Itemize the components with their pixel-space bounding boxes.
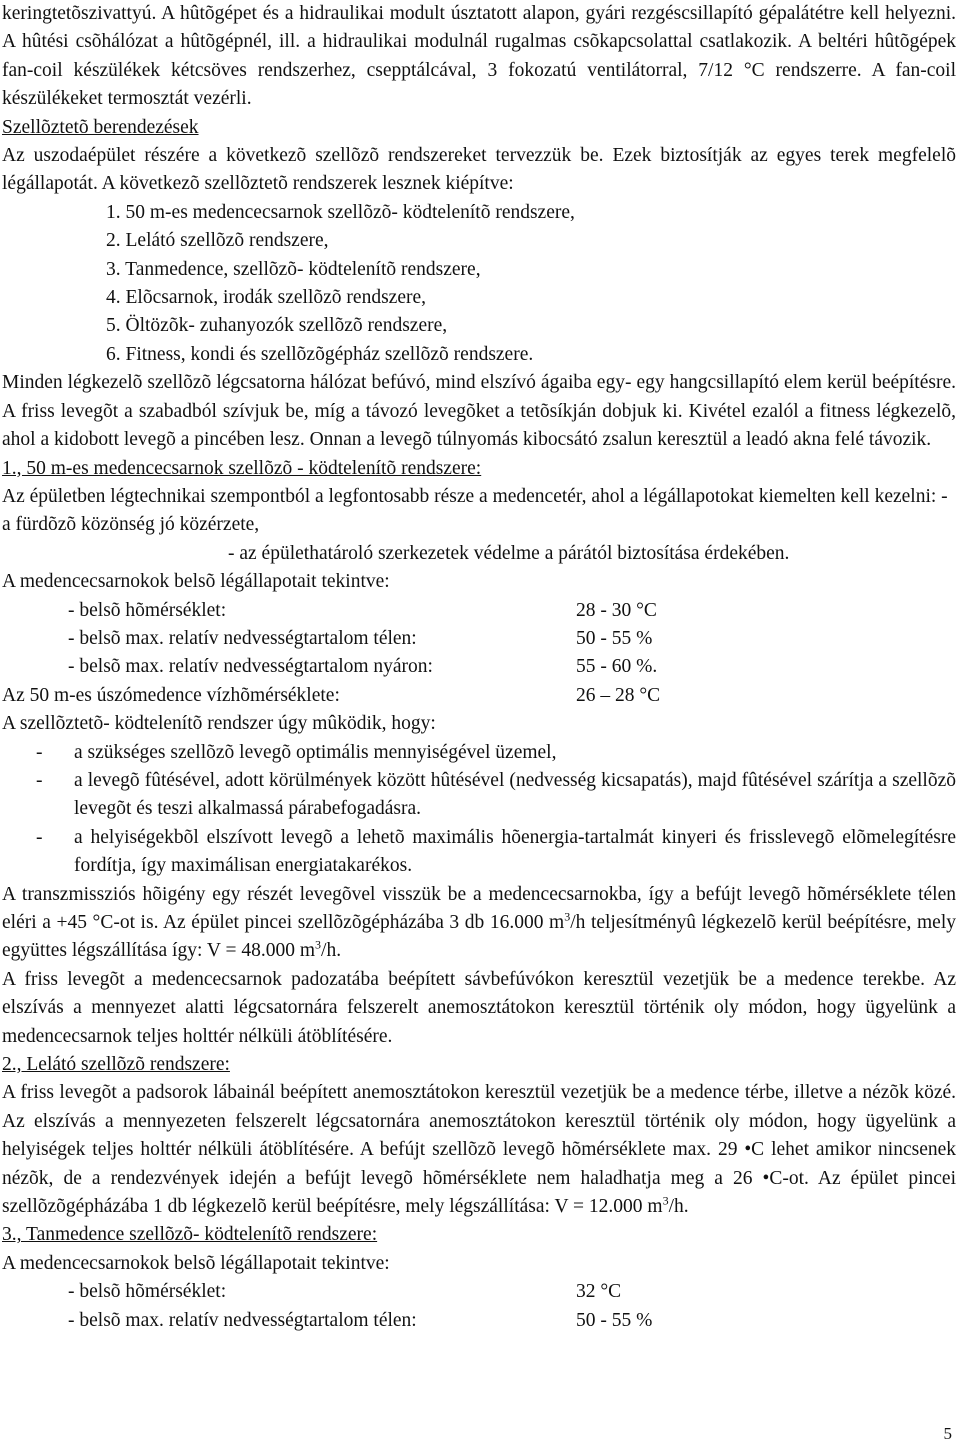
- list-item: 4. Elõcsarnok, irodák szellõzõ rendszere,: [106, 287, 426, 309]
- water-temperature-row: [0, 682, 960, 710]
- water-temperature-value: 26 – 28 °C: [576, 684, 661, 706]
- superscript-3: 3: [662, 1193, 669, 1208]
- transmission-text-b: /h teljesítményû légkezelõ kerül beépítésre, mely együttes légszállítása így: V = 48.000 m: [2, 912, 956, 962]
- heading-section-3: 3., Tanmedence szellõzõ- ködtelenítõ rendszere:: [2, 1224, 378, 1246]
- bullet-mark: -: [36, 769, 43, 791]
- bullet-item: [0, 739, 960, 767]
- condition-row: [0, 1278, 960, 1306]
- list-item: 6. Fitness, kondi és szellõzõgépház szellõzõ rendszere.: [106, 343, 534, 365]
- transmission-text-c: /h.: [321, 940, 342, 962]
- condition-row: [0, 597, 960, 625]
- list-item: 2. Lelátó szellõzõ rendszere,: [106, 230, 329, 252]
- bullet-item: [0, 824, 960, 881]
- bullet-mark: -: [36, 741, 43, 763]
- condition-value: 50 - 55 %: [576, 627, 653, 649]
- page-number: 5: [943, 1424, 952, 1443]
- heading-ventilation: Szellõztetõ berendezések: [2, 116, 199, 138]
- intro-paragraph: keringtetõszivattyú. A hûtõgépet és a hidraulikai modult úsztatott alapon, gyári rezgéscsillapító gépalátétre kell helyezni. A hûtési csõhálózat a hûtõgépnél, ill. a hidraulikai modulnál rugalmas csõkapcsolattal csatlakozik. A beltéri hûtõgépek fan-coil készülékek kétcsöves rendszerhez, csepptálcával, 3 fokozatú ventilátorral, 7/12 °C rendszerre. A fan-coil készülékeket termosztát vezérli.: [2, 3, 956, 110]
- ventilation-intro: Az uszodaépület részére a következõ szellõzõ rendszereket tervezzük be. Ezek biztosítják az egyes terek megfelelõ légállapotát. A következõ szellõztetõ rendszerek lesznek kiépítve:: [2, 145, 956, 195]
- list-item: 3. Tanmedence, szellõzõ- ködtelenítõ rendszere,: [106, 258, 481, 280]
- condition-value: 32 °C: [576, 1281, 622, 1303]
- condition-label: - belsõ hõmérséklet:: [68, 1281, 227, 1303]
- section-3-conditions-label: A medencecsarnokok belsõ légállapotait tekintve:: [2, 1252, 390, 1274]
- water-temperature-label: Az 50 m-es úszómedence vízhõmérséklete:: [2, 684, 340, 706]
- section-1-conditions-label: A medencecsarnokok belsõ légállapotait tekintve:: [2, 571, 390, 593]
- list-item: 5. Öltözõk- zuhanyozók szellõzõ rendszere,: [106, 315, 448, 337]
- section-1-intro: Az épületben légtechnikai szempontból a legfontosabb része a medencetér, ahol a légállapotokat kiemelten kell kezelni: - a fürdõzõ közönség jó közérzete,: [2, 485, 948, 536]
- bullet-mark: -: [36, 826, 43, 848]
- system-list: [0, 199, 960, 369]
- list-item: 1. 50 m-es medencecsarnok szellõzõ- ködtelenítõ rendszere,: [106, 201, 575, 223]
- condition-label: - belsõ max. relatív nedvességtartalom nyáron:: [68, 656, 433, 678]
- bullet-text: a levegõ fûtésével, adott körülmények között hûtésével (nedvesség kicsapatás), majd fûtésével szárítja a szellõzõ levegõt és teszi alkalmassá párabefogadásra.: [74, 769, 956, 820]
- heading-section-1: 1., 50 m-es medencecsarnok szellõzõ - ködtelenítõ rendszere:: [2, 457, 482, 479]
- condition-row: [0, 625, 960, 653]
- condition-value: 55 - 60 %.: [576, 656, 658, 678]
- bullet-item: [0, 767, 960, 824]
- bullet-text: a helyiségekbõl elszívott levegõ a lehetõ maximális hõenergia-tartalmát kinyeri és frisslevegõ elõmelegítésre fordítja, így maximálisan energiatakarékos.: [74, 826, 956, 877]
- condition-row: [0, 1307, 960, 1335]
- condition-label: - belsõ hõmérséklet:: [68, 599, 227, 621]
- section-2-text: A friss levegõt a padsorok lábainál beépített anemosztátokon keresztül vezetjük be a medence térbe, illetve a nézõk közé. Az elszívás a mennyezeten felszerelt légcsatornára anemosztátokon keresztül történik oly módon, hogy ügyelünk a helyiségek teljes holttér nélküli átöblítésére. A befújt szellõzõ levegõ hõmérséklete max. 29 •C lehet amikor nincsenek nézõk, de a rendezvények idején a befújt levegõ hõmérséklete nem haladhatja meg a 26 •C-ot. Az épület pincei szellõzõgépházába 1 db légkezelõ kerül beépítésre, mely légszállítása: V = 12.000 m: [2, 1082, 956, 1218]
- condition-value: 50 - 55 %: [576, 1309, 653, 1331]
- condition-row: [0, 653, 960, 681]
- section-2-end: /h.: [668, 1196, 689, 1218]
- condition-value: 28 - 30 °C: [576, 599, 657, 621]
- silencer-paragraph: Minden légkezelõ szellõzõ légcsatorna hálózat befúvó, mind elszívó ágaiba egy- egy hangcsillapító elem kerül beépítésre. A friss levegõt a szabadból szívjuk be, míg a távozó levegõket a tetõsíkján dobjuk ki. Kivétel ezalól a fitness légkezelõ, ahol a kidobott levegõ a pincében lesz. Onnan a levegõ túlnyomás kibocsátó zsalun keresztül a leadó akna felé távozik.: [2, 372, 956, 451]
- superscript-3: 3: [315, 937, 322, 952]
- condition-label: - belsõ max. relatív nedvességtartalom télen:: [68, 627, 417, 649]
- transmission-paragraph: [0, 881, 960, 966]
- fresh-air-paragraph: A friss levegõt a medencecsarnok padozatába beépített sávbefúvókon keresztül vezetjük be a medence terekbe. Az elszívás a mennyezet alatti légcsatornára felszerelt anemosztátokon keresztül történik oly módon, hogy ügyelünk a medencecsarnok teljes holttér nélküli átöblítésére.: [2, 968, 956, 1047]
- bullet-text: a szükséges szellõzõ levegõ optimális mennyiségével üzemel,: [74, 741, 557, 763]
- operation-intro: A szellõztetõ- ködtelenítõ rendszer úgy mûködik, hogy:: [2, 713, 436, 735]
- superscript-3: 3: [564, 909, 571, 924]
- heading-section-2: 2., Lelátó szellõzõ rendszere:: [2, 1054, 230, 1076]
- transmission-text-a: A transzmissziós hõigény egy részét levegõvel visszük be a medencecsarnokba, így a befújt levegõ hõmérséklete télen eléri a +45 °C-ot is. Az épület pincei szellõzõgépházába 3 db 16.000 m: [2, 883, 956, 933]
- section-2-paragraph: [0, 1079, 960, 1221]
- section-1-protection-line: - az épülethatároló szerkezetek védelme a párától biztosítása érdekében.: [228, 542, 790, 564]
- condition-label: - belsõ max. relatív nedvességtartalom télen:: [68, 1309, 417, 1331]
